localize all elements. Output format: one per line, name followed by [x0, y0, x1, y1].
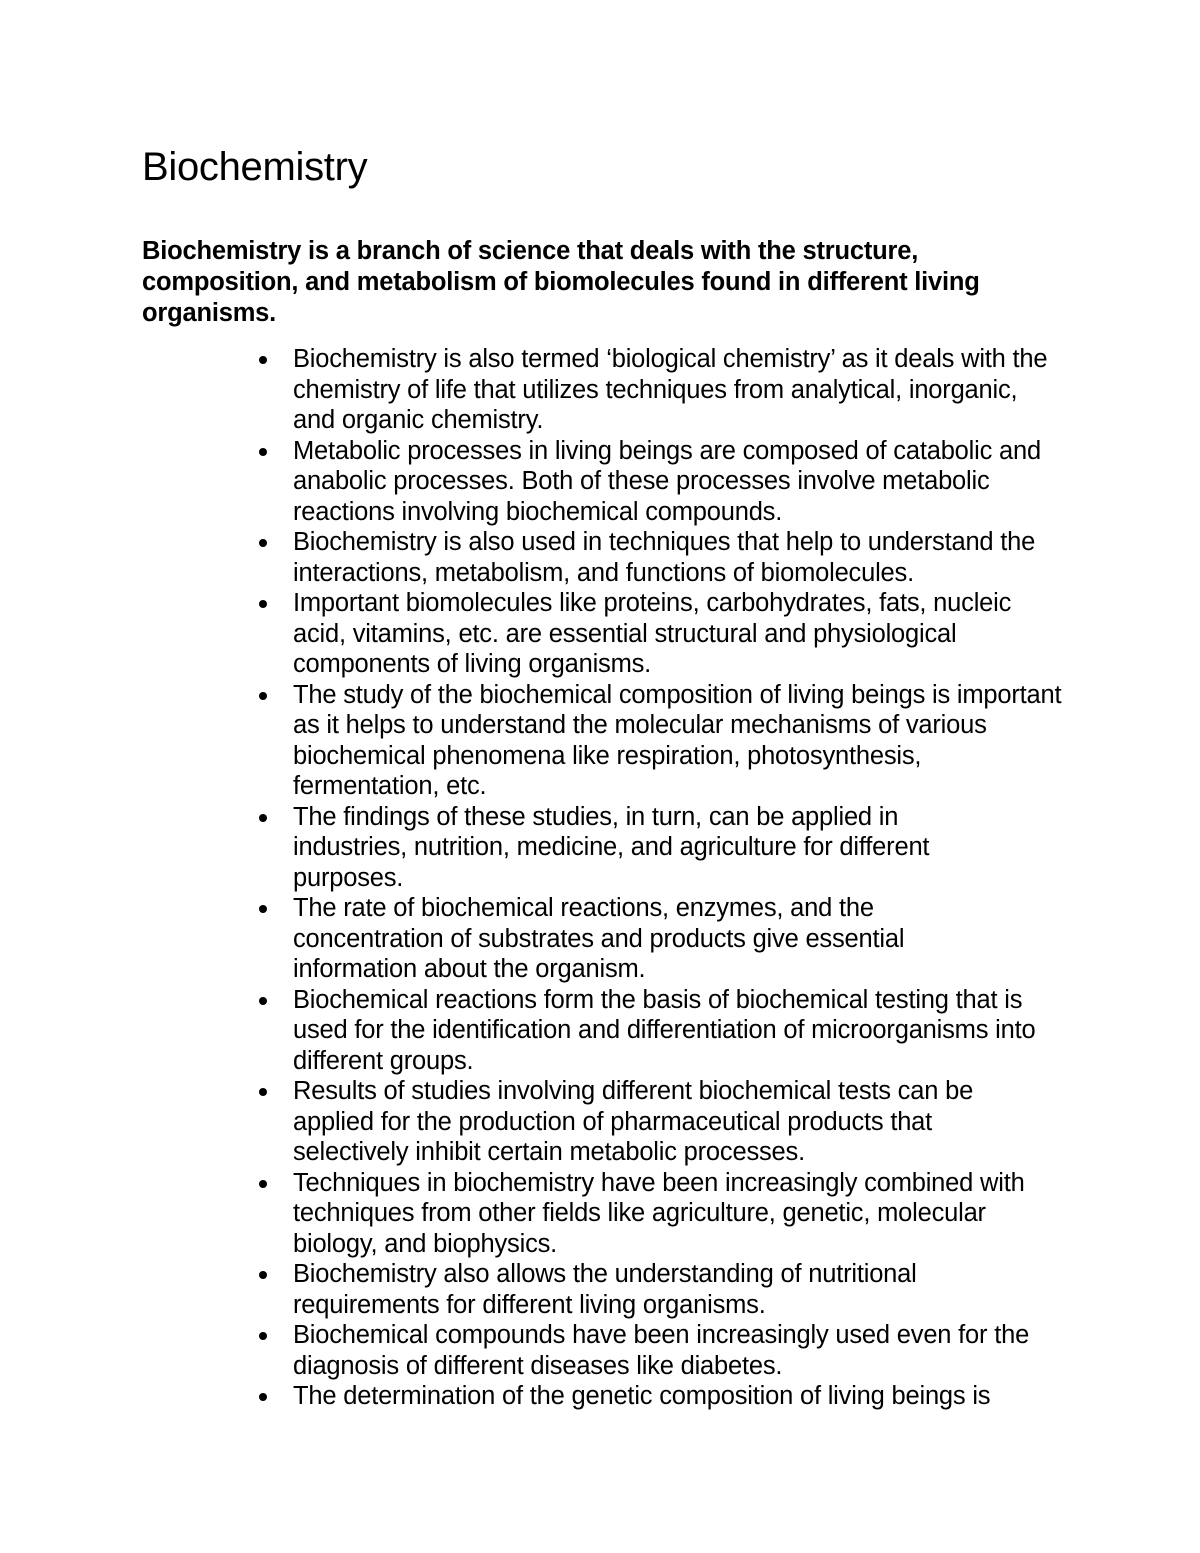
bullet-icon [259, 997, 267, 1005]
bullet-icon [259, 448, 267, 456]
bullet-icon [259, 1180, 267, 1188]
list-item-text: Biochemistry is also used in techniques that help to understand the interactions, metabolism, and functions of biomolecules. [293, 528, 1036, 587]
bullet-list [293, 344, 1093, 1412]
list-item-text: Results of studies involving different biochemical tests can be applied for the production of pharmaceutical products that selectively inhibit certain metabolic processes. [293, 1077, 974, 1166]
bullet-icon [259, 814, 267, 822]
lead-paragraph: Biochemistry is a branch of science that deals with the structure, composition, and metabolism of biomolecules found in different living organisms. [142, 237, 980, 327]
list-item [293, 436, 1093, 528]
list-item-text: The findings of these studies, in turn, can be applied in industries, nutrition, medicine, and agriculture for different purposes. [293, 802, 930, 892]
list-item [293, 527, 1093, 588]
bullet-icon [259, 356, 267, 364]
list-item-text: The rate of biochemical reactions, enzymes, and the concentration of substrates and products give essential information about the organism. [293, 894, 905, 983]
bullet-icon [259, 600, 267, 608]
bullet-icon [259, 692, 267, 700]
bullet-icon [259, 1088, 267, 1096]
list-item-text: Techniques in biochemistry have been increasingly combined with techniques from other fields like agriculture, genetic, molecular biology, and biophysics. [293, 1168, 1025, 1258]
bullet-icon [259, 539, 267, 547]
list-item [293, 344, 1093, 436]
bullet-icon [259, 1393, 267, 1401]
list-item-text: The study of the biochemical composition of living beings is important as it helps to understand the molecular mechanisms of various biochemical phenomena like respiration, photosynthesis, fermentation, etc. [293, 680, 1062, 800]
list-item [293, 588, 1093, 680]
document-title: Biochemistry [142, 145, 368, 189]
bullet-icon [259, 1271, 267, 1279]
list-item [293, 893, 1093, 985]
list-item [293, 1076, 1093, 1168]
list-item-text: Biochemical reactions form the basis of biochemical testing that is used for the identification and differentiation of microorganisms into different groups. [293, 985, 1036, 1075]
list-item-text: Biochemical compounds have been increasingly used even for the diagnosis of different diseases like diabetes. [293, 1321, 1030, 1380]
bullet-icon [259, 1332, 267, 1340]
list-item-text: Biochemistry also allows the understanding of nutritional requirements for different living organisms. [293, 1260, 917, 1319]
list-item-text: The determination of the genetic composition of living beings is [293, 1382, 991, 1410]
list-item [293, 1320, 1093, 1381]
list-item [293, 1381, 1093, 1412]
list-item [293, 985, 1093, 1077]
list-item-text: Biochemistry is also termed ‘biological chemistry’ as it deals with the chemistry of life that utilizes techniques from analytical, inorganic, and organic chemistry. [293, 345, 1048, 434]
list-item [293, 802, 1093, 894]
bullet-icon [259, 905, 267, 913]
list-item-text: Metabolic processes in living beings are composed of catabolic and anabolic processes. Both of these processes involve metabolic reactions involving biochemical compounds. [293, 436, 1041, 526]
list-item [293, 680, 1093, 802]
list-item-text: Important biomolecules like proteins, carbohydrates, fats, nucleic acid, vitamins, etc. are essential structural and physiological components of living organisms. [293, 589, 1012, 678]
list-item [293, 1259, 1093, 1320]
list-item [293, 1168, 1093, 1260]
